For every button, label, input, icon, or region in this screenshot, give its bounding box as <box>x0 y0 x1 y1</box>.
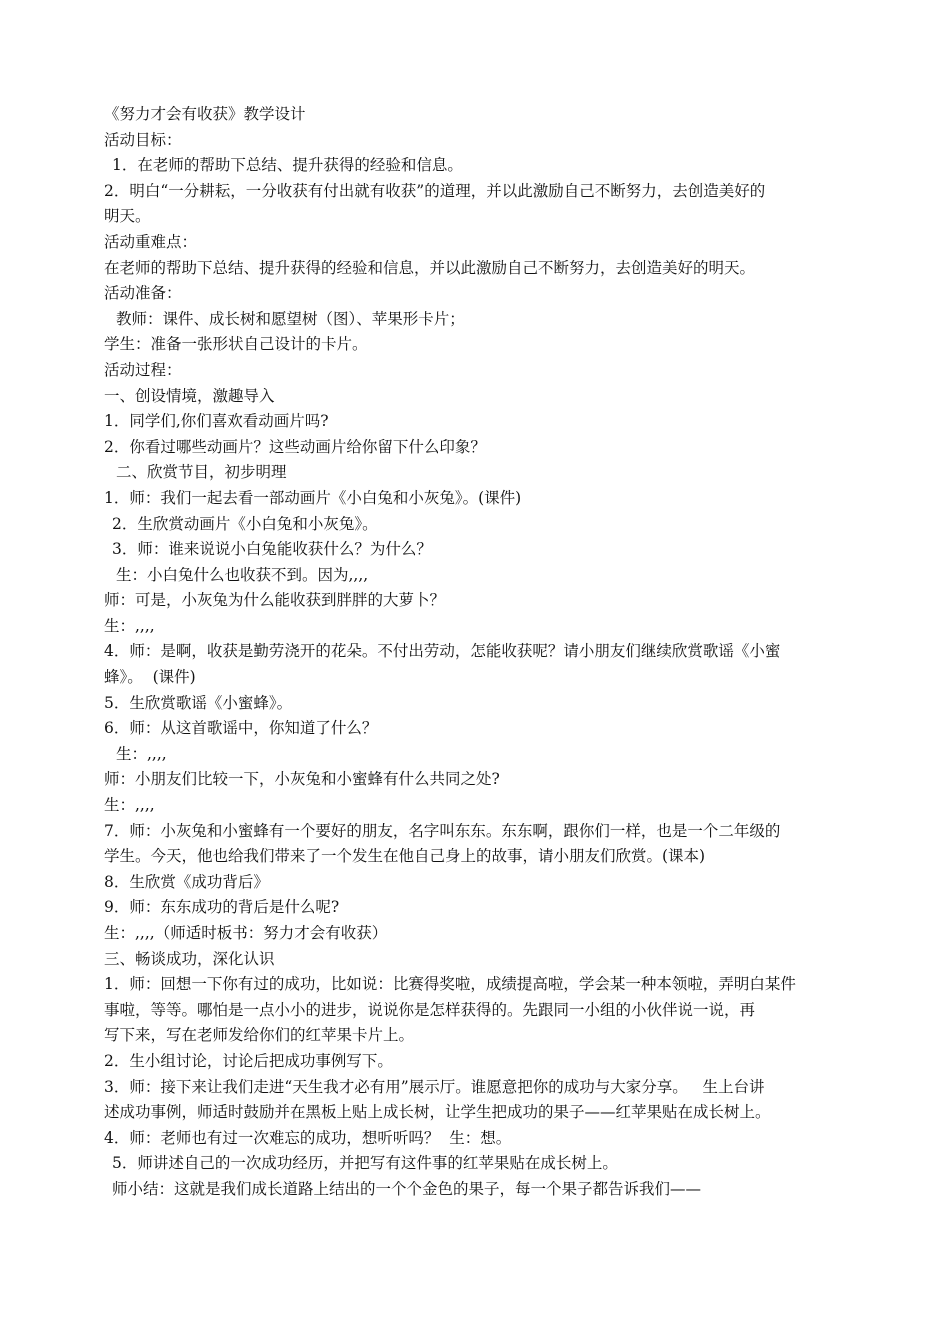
text-line: 事啦，等等。哪怕是一点小小的进步，说说你是怎样获得的。先跟同一小组的小伙伴说一说，再 <box>104 1000 756 1019</box>
text-line: 生：,,,,（师适时板书：努力才会有收获） <box>104 924 388 942</box>
text-line: 生：小白兔什么也收获不到。因为,,,, <box>116 565 369 584</box>
text-line: 生：,,,, <box>116 744 167 763</box>
text-line: 述成功事例，师适时鼓励并在黑板上贴上成长树，让学生把成功的果子——红苹果贴在成长树上。 <box>104 1103 771 1122</box>
text-line: 活动目标： <box>104 130 182 149</box>
text-line: 3．师：接下来让我们走进“天生我才必有用”展示厅。谁愿意把你的成功与大家分享。 生上台讲 <box>104 1077 765 1096</box>
text-line: 6．师：从这首歌谣中，你知道了什么？ <box>104 719 378 738</box>
text-line: 教师：课件、成长树和愿望树（图）、苹果形卡片； <box>116 309 465 328</box>
text-line: 生：,,,, <box>104 796 155 815</box>
text-line: 1．在老师的帮助下总结、提升获得的经验和信息。 <box>112 156 463 175</box>
text-line: 1．师：我们一起去看一部动画片《小白兔和小灰兔》。(课件) <box>104 488 522 507</box>
text-line: 师：小朋友们比较一下，小灰兔和小蜜蜂有什么共同之处? <box>104 770 500 789</box>
text-line: 生：,,,, <box>104 616 155 635</box>
text-line: 9．师：东东成功的背后是什么呢? <box>104 898 340 917</box>
text-line: 5．生欣赏歌谣《小蜜蜂》。 <box>104 693 293 712</box>
text-line: 明天。 <box>104 207 151 226</box>
text-line: 7．师：小灰兔和小蜜蜂有一个要好的朋友，名字叫东东。东东啊，跟你们一样，也是一个二年级的 <box>104 821 781 840</box>
text-line: 学生。今天，他也给我们带来了一个发生在他自己身上的故事，请小朋友们欣赏。(课本) <box>104 847 706 866</box>
text-line: 1．同学们,你们喜欢看动画片吗? <box>104 412 329 431</box>
text-line: 1．师：回想一下你有过的成功，比如说：比赛得奖啦，成绩提高啦，学会某一种本领啦，弄明白某件 <box>104 975 796 994</box>
text-line: 活动过程： <box>104 360 182 379</box>
text-line: 4．师：是啊，收获是勤劳浇开的花朵。不付出劳动，怎能收获呢？请小朋友们继续欣赏歌谣《小蜜 <box>104 642 781 661</box>
text-line: 三、畅谈成功，深化认识 <box>104 949 275 968</box>
text-line: 2．生小组讨论，讨论后把成功事例写下。 <box>104 1051 393 1070</box>
text-line: 2．明白“一分耕耘，一分收获有付出就有收获”的道理，并以此激励自己不断努力，去创造美好的 <box>104 181 766 200</box>
text-line: 蜂》。 (课件) <box>104 668 196 687</box>
text-line: 写下来，写在老师发给你们的红苹果卡片上。 <box>104 1026 415 1045</box>
text-line: 二、欣赏节目，初步明理 <box>116 463 287 482</box>
text-line: 活动准备： <box>104 284 182 303</box>
document-page <box>104 102 854 1203</box>
text-line: 活动重难点： <box>104 232 198 251</box>
text-line: 学生：准备一张形状自己设计的卡片。 <box>104 335 368 354</box>
text-line: 3．师：谁来说说小白兔能收获什么？为什么？ <box>112 540 432 559</box>
text-line: 8．生欣赏《成功背后》 <box>104 872 269 891</box>
text-line: 2．生欣赏动画片《小白兔和小灰兔》。 <box>112 514 378 533</box>
text-line: 一、创设情境，激趣导入 <box>104 386 275 405</box>
text-line: 4．师：老师也有过一次难忘的成功，想听听吗？ 生：想。 <box>104 1128 512 1147</box>
text-line: 师：可是，小灰兔为什么能收获到胖胖的大萝卜？ <box>104 591 446 610</box>
text-line: 师小结：这就是我们成长道路上结出的一个个金色的果子，每一个果子都告诉我们—— <box>112 1179 702 1198</box>
text-line: 在老师的帮助下总结、提升获得的经验和信息，并以此激励自己不断努力，去创造美好的明天。 <box>104 258 756 277</box>
text-line: 2．你看过哪些动画片？这些动画片给你留下什么印象？ <box>104 437 486 456</box>
text-line: 5．师讲述自己的一次成功经历，并把写有这件事的红苹果贴在成长树上。 <box>112 1154 618 1173</box>
text-line: 《努力才会有收获》教学设计 <box>104 105 306 123</box>
